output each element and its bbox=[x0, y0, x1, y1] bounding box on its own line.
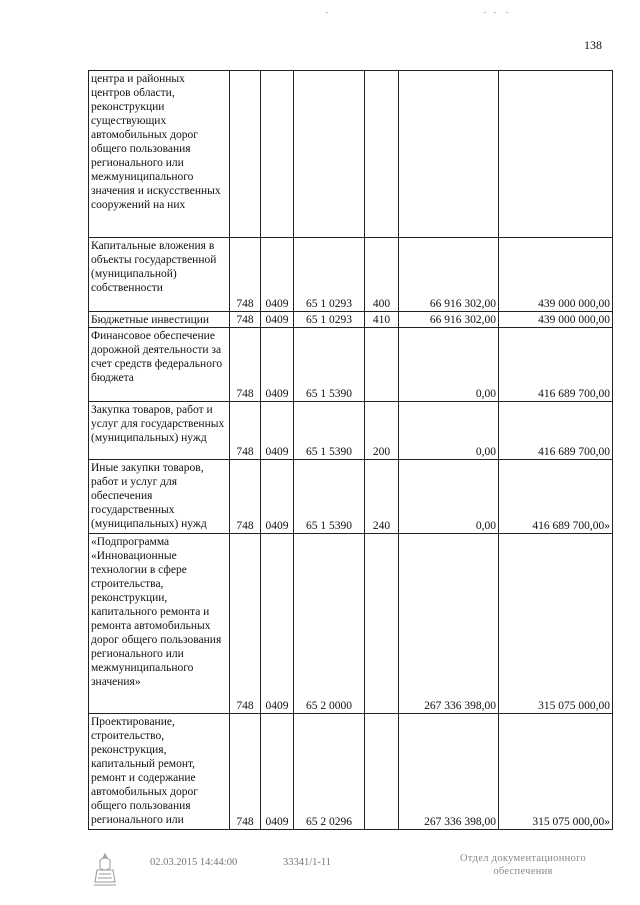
expense-type-cell bbox=[365, 71, 399, 238]
row-name-cell: Финансовое обеспечение дорожной деятельности за счет средств федерального бюджета bbox=[89, 328, 230, 402]
sum-2016-cell: 439 000 000,00 bbox=[499, 238, 613, 312]
sum-2015-cell: 0,00 bbox=[399, 402, 499, 460]
ministry-code-cell: 748 bbox=[230, 312, 261, 328]
row-name-cell: «Подпрограмма «Инновационные технологии в сфере строительства, реконструкции, капитального ремонта и ремонта автомобильных дорог общего пользования регионального или межмуниципального значения» bbox=[89, 534, 230, 714]
section-code-cell: 0409 bbox=[261, 714, 294, 830]
row-name-cell: Бюджетные инвестиции bbox=[89, 312, 230, 328]
target-article-cell: 65 1 5390 bbox=[294, 402, 365, 460]
row-name-cell: Иные закупки товаров, работ и услуг для обеспечения государственных (муниципальных) нужд bbox=[89, 460, 230, 534]
table-row bbox=[89, 238, 613, 312]
row-name-cell: центра и районных центров области, реконструкции существующих автомобильных дорог общего пользования регионального или межмуниципального значения и искусственных сооружений на них bbox=[89, 71, 230, 238]
sum-2015-cell: 0,00 bbox=[399, 328, 499, 402]
sum-2015-cell: 267 336 398,00 bbox=[399, 714, 499, 830]
target-article-cell: 65 1 5390 bbox=[294, 460, 365, 534]
expense-type-cell: 240 bbox=[365, 460, 399, 534]
coat-of-arms-icon bbox=[92, 852, 118, 888]
budget-table bbox=[88, 70, 613, 830]
section-code-cell: 0409 bbox=[261, 238, 294, 312]
sum-2016-cell: 315 075 000,00» bbox=[499, 714, 613, 830]
ministry-code-cell: 748 bbox=[230, 328, 261, 402]
table-row bbox=[89, 460, 613, 534]
ministry-code-cell: 748 bbox=[230, 714, 261, 830]
expense-type-cell bbox=[365, 534, 399, 714]
sum-2016-cell: 439 000 000,00 bbox=[499, 312, 613, 328]
sum-2016-cell: 416 689 700,00» bbox=[499, 460, 613, 534]
target-article-cell: 65 1 0293 bbox=[294, 312, 365, 328]
section-code-cell: 0409 bbox=[261, 460, 294, 534]
section-code-cell: 0409 bbox=[261, 312, 294, 328]
sum-2016-cell bbox=[499, 71, 613, 238]
page-number: 138 bbox=[584, 38, 602, 52]
expense-type-cell: 200 bbox=[365, 402, 399, 460]
ministry-code-cell: 748 bbox=[230, 534, 261, 714]
table-row bbox=[89, 402, 613, 460]
ministry-code-cell bbox=[230, 71, 261, 238]
sum-2016-cell: 315 075 000,00 bbox=[499, 534, 613, 714]
scan-speck bbox=[494, 12, 496, 13]
ministry-code-cell: 748 bbox=[230, 402, 261, 460]
section-code-cell bbox=[261, 71, 294, 238]
scan-speck bbox=[506, 12, 508, 13]
target-article-cell: 65 2 0000 bbox=[294, 534, 365, 714]
expense-type-cell: 410 bbox=[365, 312, 399, 328]
ministry-code-cell: 748 bbox=[230, 460, 261, 534]
sum-2015-cell: 0,00 bbox=[399, 460, 499, 534]
expense-type-cell: 400 bbox=[365, 238, 399, 312]
footer-department: Отдел документационного обеспечения bbox=[459, 853, 587, 877]
table-row bbox=[89, 714, 613, 830]
row-name-cell: Капитальные вложения в объекты государственной (муниципальной) собственности bbox=[89, 238, 230, 312]
ministry-code-cell: 748 bbox=[230, 238, 261, 312]
section-code-cell: 0409 bbox=[261, 402, 294, 460]
scan-speck bbox=[484, 12, 486, 13]
target-article-cell: 65 1 0293 bbox=[294, 238, 365, 312]
target-article-cell: 65 2 0296 bbox=[294, 714, 365, 830]
sum-2015-cell bbox=[399, 71, 499, 238]
scan-speck bbox=[326, 12, 328, 13]
target-article-cell: 65 1 5390 bbox=[294, 328, 365, 402]
table-row bbox=[89, 328, 613, 402]
target-article-cell bbox=[294, 71, 365, 238]
expense-type-cell bbox=[365, 714, 399, 830]
row-name-cell: Проектирование, строительство, реконструкция, капитальный ремонт, ремонт и содержание автомобильных дорог общего пользования регионального или bbox=[89, 714, 230, 830]
footer-datetime: 02.03.2015 14:44:00 bbox=[150, 857, 238, 868]
table-row bbox=[89, 312, 613, 328]
expense-type-cell bbox=[365, 328, 399, 402]
sum-2015-cell: 66 916 302,00 bbox=[399, 238, 499, 312]
footer-doc-code: 33341/1-11 bbox=[283, 857, 332, 868]
section-code-cell: 0409 bbox=[261, 328, 294, 402]
sum-2016-cell: 416 689 700,00 bbox=[499, 402, 613, 460]
section-code-cell: 0409 bbox=[261, 534, 294, 714]
sum-2016-cell: 416 689 700,00 bbox=[499, 328, 613, 402]
sum-2015-cell: 267 336 398,00 bbox=[399, 534, 499, 714]
table-row bbox=[89, 534, 613, 714]
sum-2015-cell: 66 916 302,00 bbox=[399, 312, 499, 328]
table-row bbox=[89, 71, 613, 238]
row-name-cell: Закупка товаров, работ и услуг для государственных (муниципальных) нужд bbox=[89, 402, 230, 460]
